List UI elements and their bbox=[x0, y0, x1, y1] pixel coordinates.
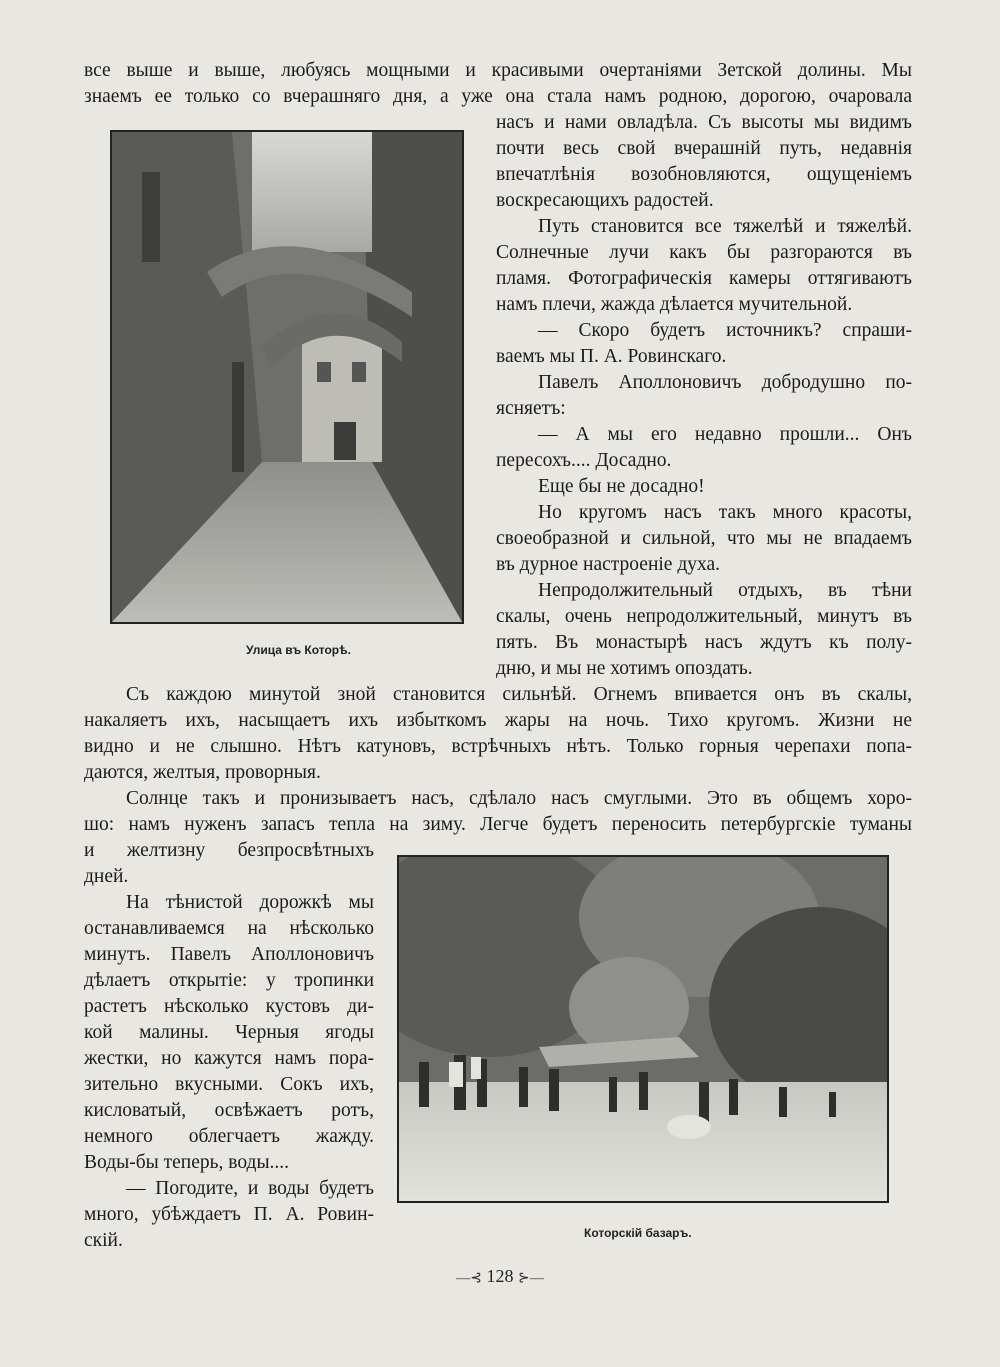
ornament-left-icon: —⊰ bbox=[456, 1271, 482, 1286]
text-line: Но кругомъ насъ такъ много красоты, bbox=[538, 502, 912, 523]
text-line: видно и не слышно. Нѣтъ катуновъ, встрѣчныхъ нѣтъ. Только горныя черепахи попа- bbox=[84, 736, 912, 757]
text-line: кой малины. Черныя ягоды bbox=[84, 1022, 374, 1043]
text-line: На тѣнистой дорожкѣ мы bbox=[126, 892, 374, 913]
ornament-right-icon: ⊱— bbox=[518, 1271, 544, 1286]
text-line: ваемъ мы П. А. Ровинскаго. bbox=[496, 346, 727, 367]
page-number-footer bbox=[0, 1266, 1000, 1287]
text-line: — Скоро будетъ источникъ? спраши- bbox=[538, 320, 912, 341]
text-line: намъ плечи, жажда дѣлается мучительной. bbox=[496, 294, 853, 315]
street-photo-illustration bbox=[112, 132, 462, 622]
text-line: кисловатый, освѣжаетъ ротъ, bbox=[84, 1100, 374, 1121]
text-line: Непродолжительный отдыхъ, въ тѣни bbox=[538, 580, 912, 601]
photo-kotor-bazaar bbox=[397, 855, 889, 1203]
text-line: Солнечные лучи какъ бы разгораются въ bbox=[496, 242, 912, 263]
text-line: накаляетъ ихъ, насыщаетъ ихъ избыткомъ жары на ночь. Тихо кругомъ. Жизни не bbox=[84, 710, 912, 731]
photo-street-kotor bbox=[110, 130, 464, 624]
text-line: много, убѣждаетъ П. А. Ровин- bbox=[84, 1204, 374, 1225]
text-line: и желтизну безпросвѣтныхъ bbox=[84, 840, 374, 861]
text-line: знаемъ ее только со вчерашняго дня, а уже она стала намъ родною, дорогою, очаровала bbox=[84, 86, 912, 107]
left-column-text bbox=[84, 838, 374, 1254]
text-line: дѣлаетъ открытіе: у тропинки bbox=[84, 970, 374, 991]
figure1-caption: Улица въ Которѣ. bbox=[246, 643, 351, 657]
text-line: немного облегчаетъ жажду. bbox=[84, 1126, 374, 1147]
text-line: Павелъ Аполлоновичъ добродушно по- bbox=[538, 372, 912, 393]
text-line: пересохъ.... Досадно. bbox=[496, 450, 672, 471]
text-line: минутъ. Павелъ Аполлоновичъ bbox=[84, 944, 374, 965]
text-line: дню, и мы не хотимъ опоздать. bbox=[496, 658, 753, 679]
text-line: дней. bbox=[84, 866, 129, 887]
text-line: ясняетъ: bbox=[496, 398, 566, 419]
text-line: останавливаемся на нѣсколько bbox=[84, 918, 374, 939]
text-line: жестки, но кажутся намъ пора- bbox=[84, 1048, 374, 1069]
text-line: зительно вкусными. Сокъ ихъ, bbox=[84, 1074, 374, 1095]
text-line: все выше и выше, любуясь мощными и красивыми очертаніями Зетской долины. Мы bbox=[84, 60, 912, 81]
text-line: — Погодите, и воды будетъ bbox=[126, 1178, 374, 1199]
text-line: — А мы его недавно прошли... Онъ bbox=[538, 424, 912, 445]
text-line: пламя. Фотографическія камеры оттягиваютъ bbox=[496, 268, 912, 289]
text-line: впечатлѣнія возобновляются, ощущеніемъ bbox=[496, 164, 912, 185]
middle-text-block bbox=[84, 682, 912, 838]
text-line: растетъ нѣсколько кустовъ ди- bbox=[84, 996, 374, 1017]
text-line: скій. bbox=[84, 1230, 123, 1251]
text-line: насъ и нами овладѣла. Съ высоты мы видимъ bbox=[496, 112, 912, 133]
right-column-text bbox=[496, 110, 912, 682]
text-line: даются, желтыя, проворныя. bbox=[84, 762, 321, 783]
top-text-block bbox=[84, 58, 912, 110]
text-line: Путь становится все тяжелѣй и тяжелѣй. bbox=[538, 216, 912, 237]
figure2-caption: Которскій базаръ. bbox=[584, 1226, 692, 1240]
text-line: пять. Въ монастырѣ насъ ждутъ къ полу- bbox=[496, 632, 912, 653]
text-line: скалы, очень непродолжительный, минутъ въ bbox=[496, 606, 912, 627]
bazaar-photo-illustration bbox=[399, 857, 887, 1201]
text-line: воскресающихъ радостей. bbox=[496, 190, 714, 211]
text-line: въ дурное настроеніе духа. bbox=[496, 554, 721, 575]
text-line: Еще бы не досадно! bbox=[538, 476, 705, 497]
text-line: Съ каждою минутой зной становится сильнѣй. Огнемъ впивается онъ въ скалы, bbox=[126, 684, 912, 705]
text-line: Солнце такъ и пронизываетъ насъ, сдѣлало насъ смуглыми. Это въ общемъ хоро- bbox=[126, 788, 912, 809]
page-number: 128 bbox=[486, 1266, 514, 1286]
text-line: Воды-бы теперь, воды.... bbox=[84, 1152, 290, 1173]
text-line: своеобразной и сильной, что мы не впадаемъ bbox=[496, 528, 912, 549]
text-line: шо: намъ нуженъ запасъ тепла на зиму. Легче будетъ переносить петербургскіе туманы bbox=[84, 814, 912, 835]
text-line: почти весь свой вчерашній путь, недавнія bbox=[496, 138, 912, 159]
